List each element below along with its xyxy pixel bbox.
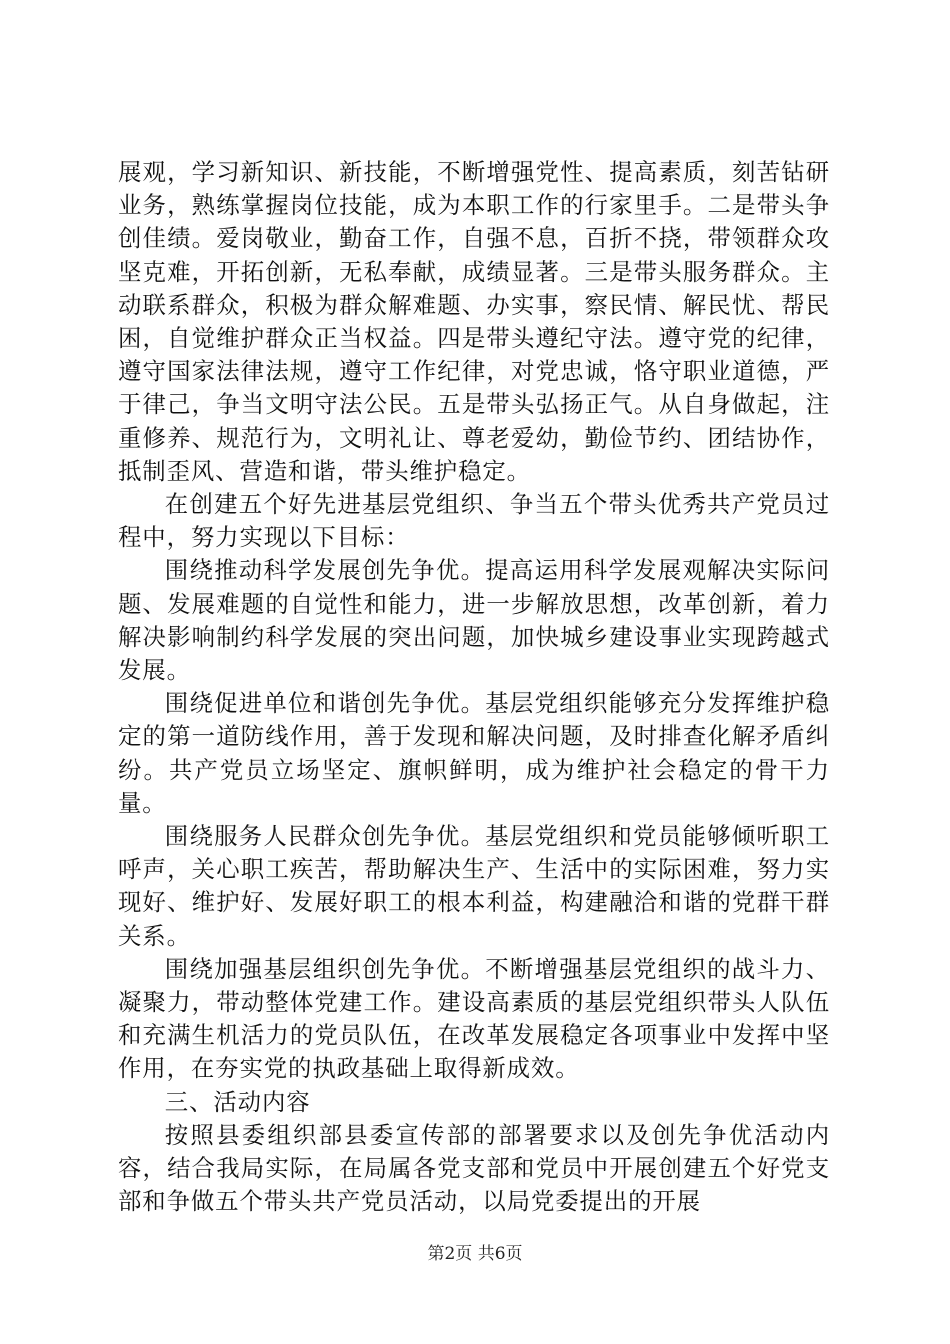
paragraph-unit-harmony: 围绕促进单位和谐创先争优。基层党组织能够充分发挥维护稳定的第一道防线作用，善于发现和解决问题，及时排查化解矛盾纠纷。共产党员立场坚定、旗帜鲜明，成为维护社会稳定的骨干力量。: [118, 689, 830, 817]
page-number-footer: 第2页 共6页: [427, 1244, 523, 1264]
paragraph-continuation: 展观，学习新知识、新技能，不断增强党性、提高素质，刻苦钻研业务，熟练掌握岗位技能，成为本职工作的行家里手。二是带头争创佳绩。爱岗敬业，勤奋工作，自强不息，百折不挠，带领群众攻坚克难，开拓创新，无私奉献，成绩显著。三是带头服务群众。主动联系群众，积极为群众解难题、办实事，察民情、解民忧、帮民困，自觉维护群众正当权益。四是带头遵纪守法。遵守党的纪律，遵守国家法律法规，遵守工作纪律，对党忠诚，恪守职业道德，严于律己，争当文明守法公民。五是带头弘扬正气。从自身做起，注重修养、规范行为，文明礼让、尊老爱幼，勤俭节约、团结协作，抵制歪风、营造和谐，带头维护稳定。: [118, 158, 830, 485]
document-body: [118, 156, 830, 1219]
section-heading-activity-content: 三、活动内容: [164, 1087, 311, 1116]
paragraph-goals-intro: 在创建五个好先进基层党组织、争当五个带头优秀共产党员过程中，努力实现以下目标：: [118, 490, 830, 552]
paragraph-grassroots-organization: 围绕加强基层组织创先争优。不断增强基层党组织的战斗力、凝聚力，带动整体党建工作。建设高素质的基层党组织带头人队伍和充满生机活力的党员队伍，在改革发展稳定各项事业中发挥中坚作用，在夯实党的执政基础上取得新成效。: [118, 954, 830, 1083]
paragraph-serve-people: 围绕服务人民群众创先争优。基层党组织和党员能够倾听职工呼声，关心职工疾苦，帮助解决生产、生活中的实际困难，努力实现好、维护好、发展好职工的根本利益，构建融洽和谐的党群干群关系。: [118, 822, 830, 950]
paragraph-science-development: 围绕推动科学发展创先争优。提高运用科学发展观解决实际问题、发展难题的自觉性和能力，进一步解放思想，改革创新，着力解决影响制约科学发展的突出问题，加快城乡建设事业实现跨越式发展。: [118, 556, 830, 685]
paragraph-activity-description: 按照县委组织部县委宣传部的部署要求以及创先争优活动内容，结合我局实际，在局属各党支部和党员中开展创建五个好党支部和争做五个带头共产党员活动，以局党委提出的开展: [118, 1120, 830, 1216]
